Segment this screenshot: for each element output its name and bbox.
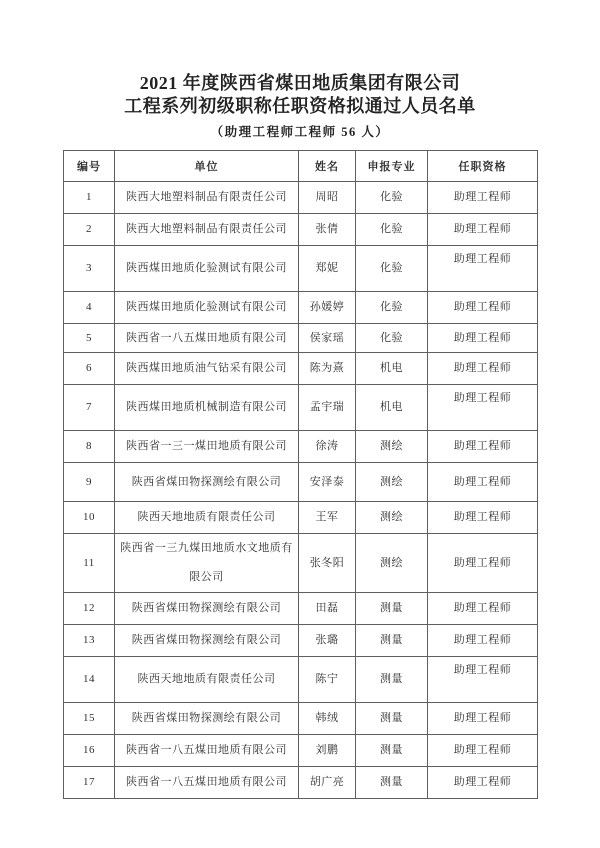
name-cell: 安泽泰 [299,463,356,502]
company-cell: 陕西省一八五煤田地质有限公司 [115,324,299,353]
company-cell: 陕西煤田地质化验测试有限公司 [115,292,299,324]
personnel-table [63,150,538,799]
row-number: 8 [64,431,115,463]
major-cell: 测绘 [356,431,428,463]
row-number: 13 [64,625,115,657]
qualification-cell: 助理工程师 [428,431,538,463]
qualification-cell: 助理工程师 [428,657,538,703]
major-cell: 机电 [356,353,428,385]
company-cell: 陕西天地地质有限责任公司 [115,502,299,534]
table-row [64,703,538,735]
qualification-cell: 助理工程师 [428,385,538,431]
row-number: 4 [64,292,115,324]
major-cell: 测量 [356,703,428,735]
company-cell: 陕西天地地质有限责任公司 [115,657,299,703]
name-cell: 田磊 [299,593,356,625]
table-row [64,214,538,246]
major-cell: 测量 [356,735,428,767]
column-header: 编号 [64,151,115,182]
qualification-cell: 助理工程师 [428,625,538,657]
name-cell: 侯家瑶 [299,324,356,353]
table-body [64,182,538,799]
qualification-cell: 助理工程师 [428,735,538,767]
major-cell: 测量 [356,593,428,625]
major-cell: 测绘 [356,534,428,593]
title-line-2: 工程系列初级职称任职资格拟通过人员名单 [124,96,476,116]
qualification-cell: 助理工程师 [428,353,538,385]
name-cell: 孟宇瑞 [299,385,356,431]
major-cell: 测绘 [356,502,428,534]
title-line-3: （助理工程师工程师 56 人） [210,125,390,139]
major-cell: 测量 [356,767,428,799]
row-number: 10 [64,502,115,534]
table-row [64,324,538,353]
title-line-1: 2021 年度陕西省煤田地质集团有限公司 [139,73,461,93]
company-cell: 陕西大地塑料制品有限责任公司 [115,182,299,214]
company-cell: 陕西省一三一煤田地质有限公司 [115,431,299,463]
major-cell: 测量 [356,657,428,703]
row-number: 1 [64,182,115,214]
name-cell: 孙媛婷 [299,292,356,324]
row-number: 17 [64,767,115,799]
row-number: 14 [64,657,115,703]
name-cell: 张冬阳 [299,534,356,593]
table-row [64,463,538,502]
qualification-cell: 助理工程师 [428,502,538,534]
name-cell: 徐涛 [299,431,356,463]
row-number: 6 [64,353,115,385]
row-number: 7 [64,385,115,431]
table-row [64,353,538,385]
company-cell: 陕西省煤田物探测绘有限公司 [115,593,299,625]
table-row [64,292,538,324]
name-cell: 陈为熹 [299,353,356,385]
qualification-cell: 助理工程师 [428,292,538,324]
column-header: 申报专业 [356,151,428,182]
table-row [64,246,538,292]
company-cell: 陕西煤田地质机械制造有限公司 [115,385,299,431]
name-cell: 张璐 [299,625,356,657]
company-cell: 陕西省煤田物探测绘有限公司 [115,625,299,657]
table-row [64,534,538,593]
row-number: 5 [64,324,115,353]
table-row [64,767,538,799]
name-cell: 周昭 [299,182,356,214]
qualification-cell: 助理工程师 [428,703,538,735]
qualification-cell: 助理工程师 [428,214,538,246]
qualification-cell: 助理工程师 [428,324,538,353]
table-row [64,431,538,463]
table-row [64,385,538,431]
row-number: 11 [64,534,115,593]
document-title-block [0,0,600,140]
row-number: 12 [64,593,115,625]
qualification-cell: 助理工程师 [428,593,538,625]
qualification-cell: 助理工程师 [428,182,538,214]
column-header: 单位 [115,151,299,182]
major-cell: 机电 [356,385,428,431]
company-cell: 陕西省煤田物探测绘有限公司 [115,703,299,735]
name-cell: 韩绒 [299,703,356,735]
major-cell: 测量 [356,625,428,657]
qualification-cell: 助理工程师 [428,463,538,502]
major-cell: 化验 [356,182,428,214]
qualification-cell: 助理工程师 [428,767,538,799]
major-cell: 化验 [356,214,428,246]
qualification-cell: 助理工程师 [428,534,538,593]
name-cell: 王军 [299,502,356,534]
table-row [64,502,538,534]
row-number: 15 [64,703,115,735]
name-cell: 郑妮 [299,246,356,292]
company-cell: 陕西煤田地质化验测试有限公司 [115,246,299,292]
table-row [64,657,538,703]
company-cell: 陕西省煤田物探测绘有限公司 [115,463,299,502]
name-cell: 刘鹏 [299,735,356,767]
name-cell: 张倩 [299,214,356,246]
company-cell: 陕西省一八五煤田地质有限公司 [115,767,299,799]
major-cell: 化验 [356,292,428,324]
major-cell: 化验 [356,246,428,292]
name-cell: 胡广亮 [299,767,356,799]
header-row [64,151,538,182]
table-row [64,625,538,657]
column-header: 姓名 [299,151,356,182]
table-row [64,735,538,767]
company-cell: 陕西大地塑料制品有限责任公司 [115,214,299,246]
table-row [64,593,538,625]
row-number: 16 [64,735,115,767]
column-header: 任职资格 [428,151,538,182]
table-row [64,182,538,214]
major-cell: 测绘 [356,463,428,502]
name-cell: 陈宁 [299,657,356,703]
company-cell: 陕西煤田地质油气钻采有限公司 [115,353,299,385]
row-number: 2 [64,214,115,246]
row-number: 3 [64,246,115,292]
row-number: 9 [64,463,115,502]
company-cell: 陕西省一三九煤田地质水文地质有限公司 [115,534,299,593]
major-cell: 化验 [356,324,428,353]
company-cell: 陕西省一八五煤田地质有限公司 [115,735,299,767]
qualification-cell: 助理工程师 [428,246,538,292]
